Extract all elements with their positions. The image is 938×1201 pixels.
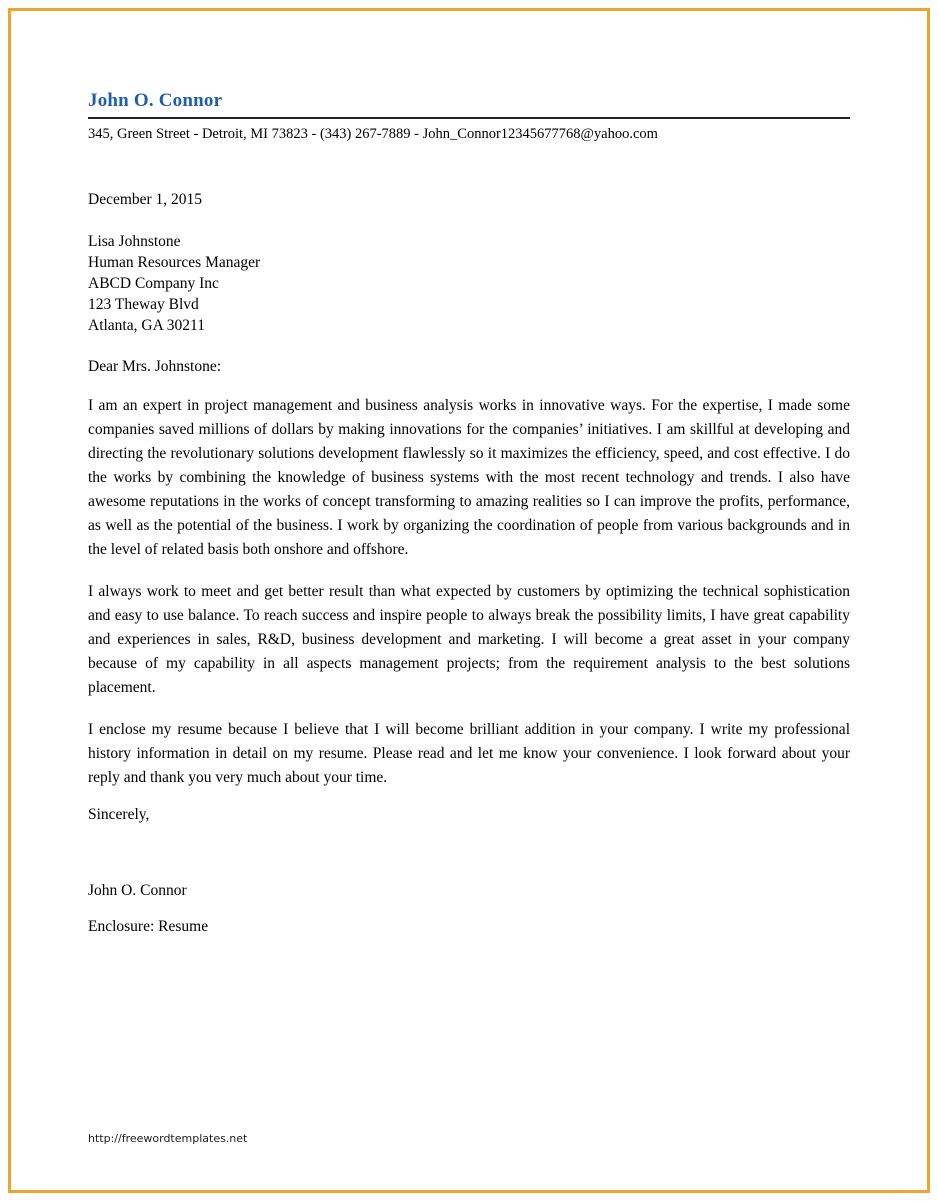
recipient-street: 123 Theway Blvd [88, 296, 199, 313]
body-paragraph-1: I am an expert in project management and business analysis works in innovative ways. For the expertise, I made some companies saved millions of dollars by making innovations for the companies’ initiatives. I am skillful at developing and directing the revolutionary solutions development flawlessly so it maximizes the efficiency, speed, and cost effective. I do the works by combining the knowledge of business systems with the most recent technology and trends. I also have awesome reputations in the works of concept transforming to amazing realities so I can improve the profits, performance, as well as the potential of the business. I work by organizing the coordination of people from various backgrounds and in the level of related basis both onshore and offshore. [88, 397, 850, 558]
salutation: Dear Mrs. Johnstone: [88, 358, 222, 375]
letter-document [88, 0, 850, 936]
footer-url: http://freewordtemplates.net [88, 1132, 248, 1145]
recipient-title: Human Resources Manager [88, 254, 261, 271]
recipient-city-state-zip: Atlanta, GA 30211 [88, 317, 205, 334]
body-paragraph-2: I always work to meet and get better result than what expected by customers by optimizing the technical sophistication and easy to use balance. To reach success and inspire people to always break the possibility limits, I have great capability and experiences in sales, R&D, business development and marketing. I will become a great asset in your company because of my capability in all aspects management projects; from the requirement analysis to the best solutions placement. [88, 583, 850, 696]
sender-contact-line: 345, Green Street - Detroit, MI 73823 - (343) 267-7889 - John_Connor12345677768@yahoo.com [88, 126, 658, 142]
recipient-name: Lisa Johnstone [88, 233, 181, 250]
letter-date: December 1, 2015 [88, 191, 203, 208]
closing-line: Sincerely, [88, 806, 150, 823]
enclosure-line: Enclosure: Resume [88, 918, 209, 935]
header-divider [88, 117, 850, 119]
recipient-address-block [88, 231, 850, 336]
recipient-company: ABCD Company Inc [88, 275, 219, 292]
body-paragraph-3: I enclose my resume because I believe that I will become brilliant addition in your company. I write my professional history information in detail on my resume. Please read and let me know your convenience. I look forward about your reply and thank you very much about your time. [88, 721, 850, 786]
signature-name: John O. Connor [88, 882, 187, 899]
sender-name: John O. Connor [88, 90, 223, 111]
